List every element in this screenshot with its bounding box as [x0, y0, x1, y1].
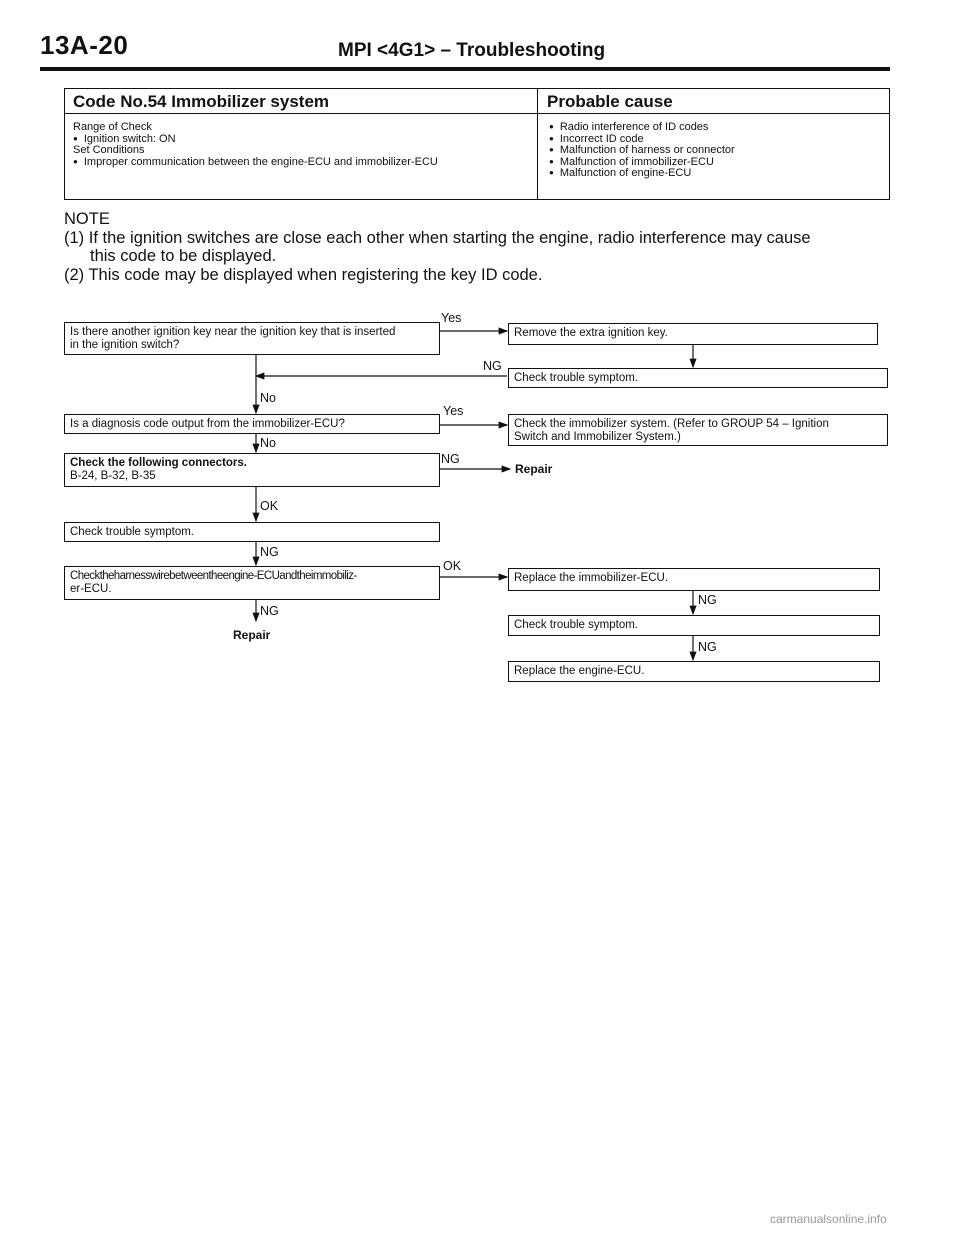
flow-label-yes: Yes: [441, 311, 462, 325]
flow-label-ng: NG: [698, 640, 717, 654]
flow-check-immobilizer-line: Switch and Immobilizer System.): [514, 430, 681, 443]
note-item-1: (1) If the ignition switches are close each other when starting the engine, radio interference may cause: [64, 228, 811, 247]
flow-label-no: No: [260, 391, 276, 405]
probable-cause-item: ● Incorrect ID code: [549, 134, 735, 146]
flow-check-symptom-3-box: Check trouble symptom.: [508, 615, 880, 636]
flow-check-immobilizer-line: Check the immobilizer system. (Refer to GROUP 54 – Ignition: [514, 418, 829, 430]
flow-label-no: No: [260, 436, 276, 450]
flow-q2-box: Is a diagnosis code output from the immobilizer-ECU?: [64, 414, 440, 434]
spec-left-line: Set Conditions: [73, 144, 145, 156]
flow-connectors-box: [64, 453, 440, 487]
flow-harness-box: [64, 566, 440, 600]
spec-left-header: Code No.54 Immobilizer system: [73, 92, 330, 111]
flow-q1-box: [64, 322, 440, 355]
note-item-1-cont: this code to be displayed.: [90, 247, 277, 265]
page-title: MPI <4G1> – Troubleshooting: [338, 40, 606, 61]
flow-check-immobilizer-box: [508, 414, 888, 446]
flow-repair-2: Repair: [233, 628, 271, 642]
flow-label-ng: NG: [260, 545, 279, 559]
spec-right-header: Probable cause: [547, 92, 673, 111]
flow-harness-line: Checktheharnesswirebetweentheengine-ECUandtheimmobiliz-: [70, 570, 357, 582]
probable-cause-item: ● Radio interference of ID codes: [549, 122, 735, 134]
probable-cause-item: ● Malfunction of immobilizer-ECU: [549, 157, 735, 169]
flow-label-ok: OK: [260, 499, 279, 513]
flow-harness-line: er-ECU.: [70, 582, 112, 595]
probable-cause-item: ● Malfunction of engine-ECU: [549, 168, 735, 180]
watermark: carmanualsonline.info: [770, 1212, 887, 1226]
probable-cause-item: ● Malfunction of harness or connector: [549, 145, 735, 157]
flow-label-ng: NG: [441, 452, 460, 466]
flow-connectors-line: B-24, B-32, B-35: [70, 469, 156, 482]
page-number: 13A-20: [40, 30, 129, 60]
spec-left-line: ● Ignition switch: ON: [73, 134, 438, 146]
flow-q1-line: in the ignition switch?: [70, 338, 180, 351]
flow-replace-engine-ecu-box: Replace the engine-ECU.: [508, 661, 880, 682]
flow-connectors-line: Check the following connectors.: [70, 457, 247, 469]
flow-check-symptom-2-box: Check trouble symptom.: [64, 522, 440, 542]
flow-label-ng: NG: [698, 593, 717, 607]
flow-check-symptom-1-box: Check trouble symptom.: [508, 368, 888, 388]
spec-left-line: ● Improper communication between the engine-ECU and immobilizer-ECU: [73, 157, 438, 169]
flow-label-ng: NG: [483, 359, 502, 373]
flow-remove-key-box: Remove the extra ignition key.: [508, 323, 878, 345]
flow-repair-1: Repair: [515, 462, 553, 476]
flow-q1-line: Is there another ignition key near the ignition key that is inserted: [70, 326, 396, 338]
spec-left-line: Range of Check: [73, 121, 152, 133]
note-item-2: (2) This code may be displayed when registering the key ID code.: [64, 265, 543, 284]
flow-label-ng: NG: [260, 604, 279, 618]
flow-replace-immobilizer-box: Replace the immobilizer-ECU.: [508, 568, 880, 591]
note-heading: NOTE: [64, 210, 110, 228]
flow-label-yes: Yes: [443, 404, 464, 418]
flow-label-ok: OK: [443, 559, 462, 573]
